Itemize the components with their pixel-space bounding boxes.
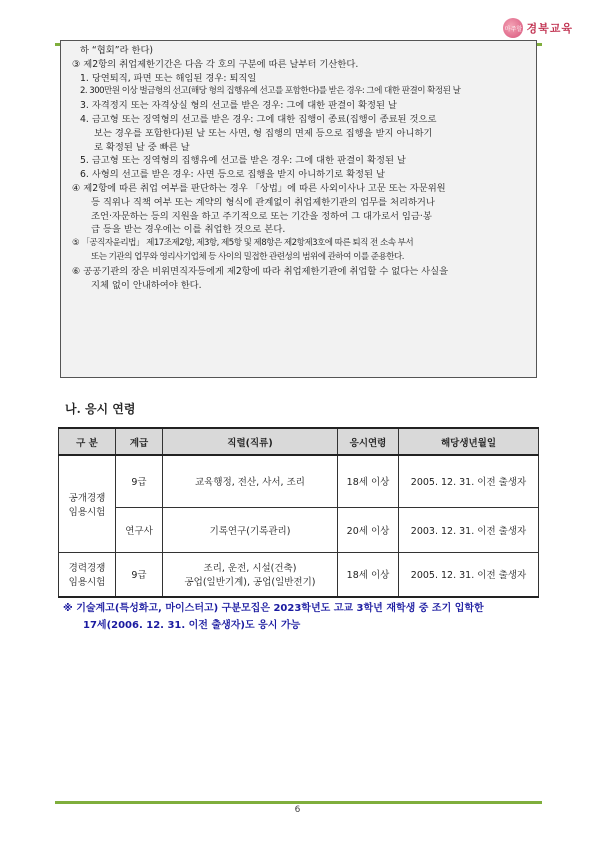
page-number: 6 [294, 805, 301, 815]
note-line-2: 17세(2006. 12. 31. 이전 출생자)도 응시 가능 [83, 620, 301, 631]
logo-text: 경북교육 [526, 22, 573, 35]
box-line: 등 직위나 직책 여부 또는 계약의 형식에 관계없이 취업제한기관의 업무를 처리하거나 [91, 196, 435, 208]
birthdate-cell: 2003. 12. 31. 이전 출생자 [399, 507, 539, 552]
category-cell [59, 455, 116, 552]
box-line: 지체 없이 안내하여야 한다. [91, 279, 202, 291]
box-line: ⑥ 공공기관의 장은 비위면직자등에게 제2항에 따라 취업제한기관에 취업할 수 없다는 사실을 [72, 265, 449, 277]
age-cell: 18세 이상 [338, 455, 399, 507]
age-cell: 18세 이상 [338, 552, 399, 597]
box-line: 6. 사형의 선고를 받은 경우: 사면 등으로 집행을 받지 아니하기로 확정된 날 [80, 169, 385, 181]
box-line: 5. 금고형 또는 징역형의 집행유예 선고를 받은 경우: 그에 대한 판결이 확정된 날 [80, 155, 406, 167]
table-row [59, 455, 539, 507]
age-cell: 20세 이상 [338, 507, 399, 552]
category-line: 경력경쟁 [68, 563, 106, 575]
law-excerpt-text [72, 44, 532, 292]
category-line: 임용시험 [68, 506, 106, 518]
box-line: 조언·자문하는 등의 지원을 하고 주기적으로 또는 기간을 정하여 그 대가로서 임금·봉 [91, 210, 432, 222]
series-line: 공업(일반기계), 공업(일반전기) [184, 577, 316, 589]
box-line: ④ 제2항에 따른 취업 여부를 판단하는 경우 「상법」에 따른 사외이사나 고문 또는 자문위원 [72, 182, 446, 194]
grade-cell: 9급 [116, 552, 163, 597]
series-cell [163, 552, 338, 597]
box-line: 3. 자격정지 또는 자격상실 형의 선고를 받은 경우: 그에 대한 판결이 확정된 날 [80, 100, 397, 112]
logo-emblem-icon [503, 18, 523, 38]
category-line: 임용시험 [68, 577, 106, 589]
box-line: ③ 제2항의 취업제한기간은 다음 각 호의 구분에 따른 날부터 기산한다. [72, 58, 359, 70]
section-title: 나. 응시 연령 [65, 402, 136, 416]
box-line: 2. 300만원 이상 벌금형의 선고(해당 형의 집행유예 선고를 포함한다)를 받은 경우: 그에 대한 판결이 확정된 날 [80, 86, 461, 97]
col-header-series: 직렬(직류) [163, 428, 338, 455]
box-line: 급 등을 받는 경우에는 이를 취업한 것으로 본다. [91, 224, 286, 236]
table-row [59, 507, 539, 552]
grade-cell: 연구사 [116, 507, 163, 552]
col-header-age: 응시연령 [338, 428, 399, 455]
age-requirements-table [58, 427, 539, 598]
table-header-row [59, 428, 539, 455]
box-line: 1. 당연퇴직, 파면 또는 해임된 경우: 퇴직일 [80, 72, 257, 84]
box-line: 로 확정된 날 중 빠른 날 [94, 141, 190, 153]
col-header-grade: 계급 [116, 428, 163, 455]
series-cell: 교육행정, 전산, 사서, 조리 [163, 455, 338, 507]
grade-cell: 9급 [116, 455, 163, 507]
box-line: 하 “협회”라 한다) [80, 45, 154, 56]
category-cell [59, 552, 116, 597]
box-line: 또는 기관의 업무와 영리사기업체 등 사이의 밀접한 관련성의 범위에 관하여 이를 준용한다. [91, 251, 404, 262]
logo [503, 18, 573, 38]
box-line: 4. 금고형 또는 징역형의 선고를 받은 경우: 그에 대한 집행이 종료(집행이 종료된 것으로 [80, 113, 437, 125]
table-row [59, 552, 539, 597]
category-line: 공개경쟁 [68, 492, 106, 504]
col-header-birthdate: 해당생년월일 [399, 428, 539, 455]
series-line: 조리, 운전, 시설(건축) [203, 563, 297, 575]
series-cell: 기록연구(기록관리) [163, 507, 338, 552]
box-line: ⑤ 「공직자윤리법」 제17조제2항, 제3항, 제5항 및 제8항은 제2항제3호에 따른 퇴직 전 소속 부서 [72, 238, 414, 249]
note-line-1: ※ 기술계고(특성화고, 마이스터고) 구분모집은 2023학년도 고교 3학년 재학생 중 조기 입학한 [63, 603, 484, 614]
vocational-school-note [63, 600, 543, 634]
col-header-category: 구 분 [59, 428, 116, 455]
bottom-rule [55, 801, 542, 804]
logo-small-text: 마주할 [504, 25, 523, 33]
box-line: 보는 경우를 포함한다)된 날 또는 사면, 형 집행의 면제 등으로 집행을 받지 아니하기 [94, 127, 433, 139]
birthdate-cell: 2005. 12. 31. 이전 출생자 [399, 552, 539, 597]
birthdate-cell: 2005. 12. 31. 이전 출생자 [399, 455, 539, 507]
